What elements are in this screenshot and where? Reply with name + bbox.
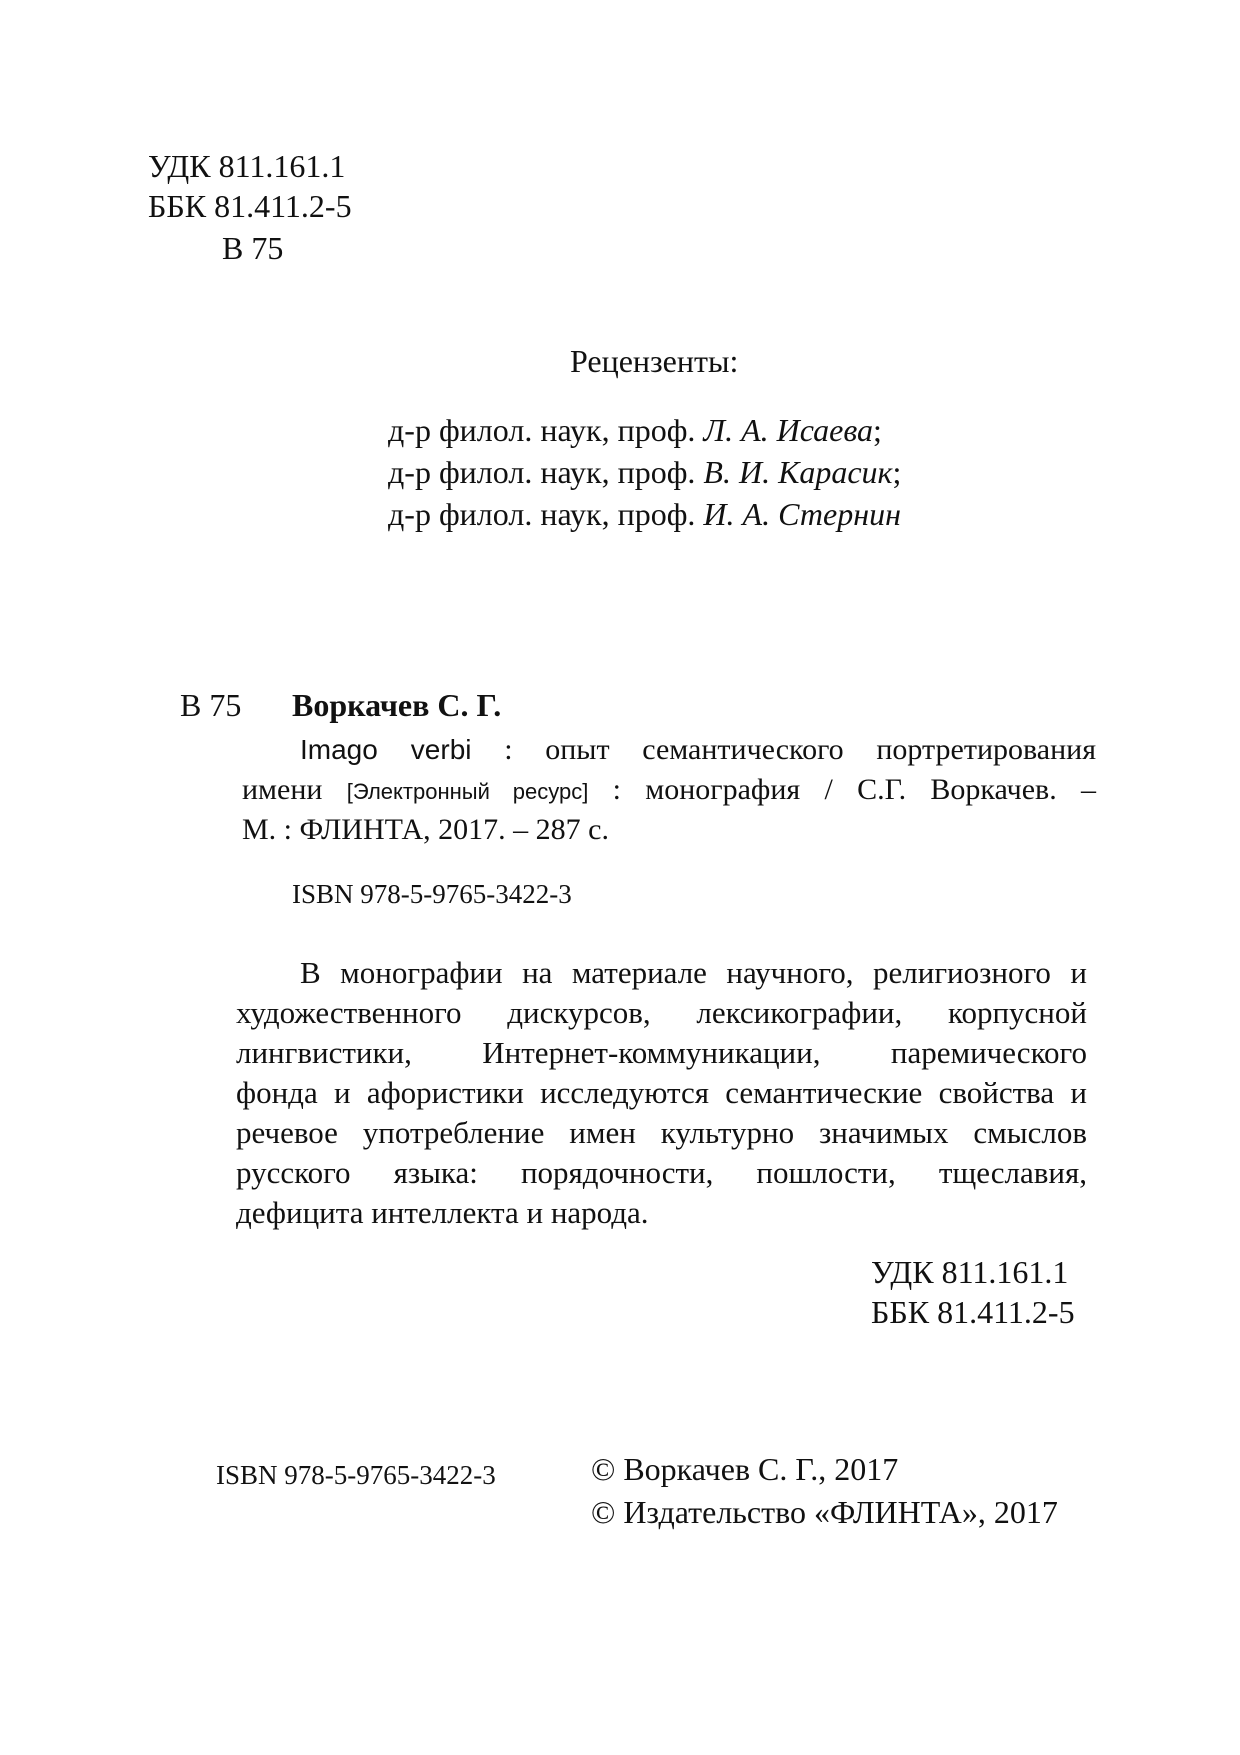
- book-title: Imago verbi: [300, 734, 472, 765]
- resource-type: [Электронный ресурс]: [346, 779, 589, 804]
- copyright-author: © Воркачев С. Г., 2017: [591, 1451, 899, 1487]
- bibliographic-line: М. : ФЛИНТА, 2017. – 287 с.: [242, 813, 609, 846]
- reviewer-degree: д-р филол. наук, проф.: [388, 454, 704, 490]
- book-subtitle: : опыт семантического портретирования: [471, 733, 1096, 766]
- copyright-publisher: © Издательство «ФЛИНТА», 2017: [591, 1494, 1058, 1530]
- udk-code: УДК 811.161.1: [871, 1254, 1069, 1290]
- isbn: ISBN 978-5-9765-3422-3: [292, 879, 572, 909]
- annotation-line: художественного дискурсов, лексикографии, корпусной: [236, 995, 1087, 1030]
- classification-header: [148, 146, 352, 226]
- entry-author: Воркачев С. Г.: [292, 687, 502, 723]
- bibliographic-line: [242, 770, 1096, 812]
- author-code: В 75: [222, 230, 284, 266]
- reviewer-name: В. И. Карасик: [703, 454, 893, 490]
- annotation-line: русского языка: порядочности, пошлости, тщеславия,: [236, 1155, 1087, 1190]
- copyright-block: [591, 1449, 1058, 1535]
- annotation-line: речевое употребление имен культурно значимых смыслов: [236, 1115, 1087, 1150]
- reviewer-suffix: ;: [873, 412, 882, 448]
- annotation-line: дефицита интеллекта и народа.: [236, 1195, 649, 1230]
- bib-text: имени: [242, 773, 347, 806]
- reviewer-line: [388, 452, 901, 492]
- classification-footer: [871, 1252, 1075, 1332]
- reviewer-name: И. А. Стернин: [703, 496, 901, 532]
- reviewer-degree: д-р филол. наук, проф.: [388, 496, 704, 532]
- udk-code: УДК 811.161.1: [148, 148, 346, 184]
- reviewer-degree: д-р филол. наук, проф.: [388, 412, 704, 448]
- bbk-code: ББК 81.411.2-5: [871, 1294, 1075, 1330]
- reviewer-line: [388, 410, 882, 450]
- bibliographic-line: [300, 730, 1096, 770]
- entry-code: В 75: [180, 687, 242, 723]
- reviewer-name: Л. А. Исаева: [703, 412, 873, 448]
- annotation-line: лингвистики, Интернет-коммуникации, паремического: [236, 1035, 1087, 1070]
- bbk-code: ББК 81.411.2-5: [148, 188, 352, 224]
- bib-text: : монография / С.Г. Воркачев. –: [588, 773, 1096, 806]
- reviewers-title: Рецензенты:: [570, 343, 739, 379]
- annotation-line: В монографии на материале научного, религиозного и: [300, 955, 1087, 990]
- reviewer-line: [388, 494, 901, 534]
- footer-isbn: ISBN 978-5-9765-3422-3: [216, 1460, 496, 1490]
- reviewer-suffix: ;: [892, 454, 902, 490]
- annotation-line: фонда и афористики исследуются семантические свойства и: [236, 1075, 1087, 1110]
